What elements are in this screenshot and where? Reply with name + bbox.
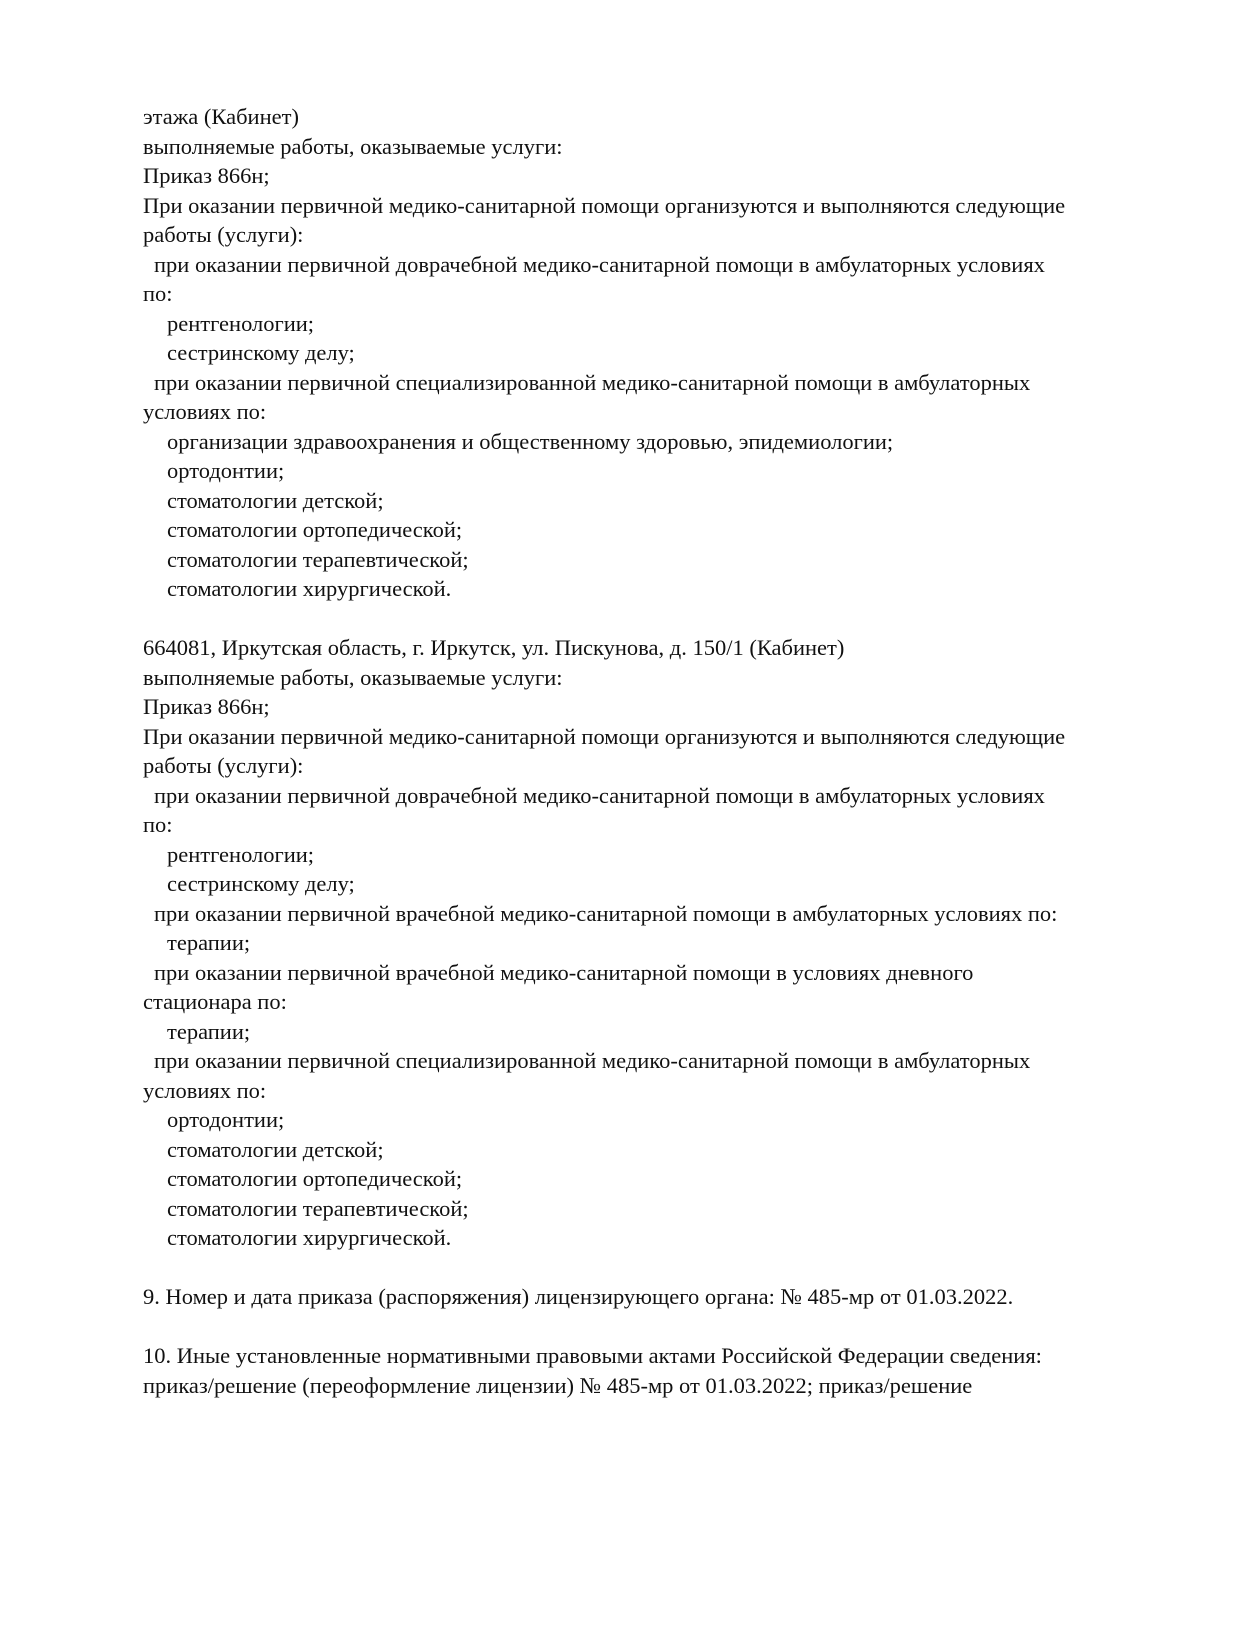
text-line: при оказании первичной доврачебной медико-санитарной помощи в амбулаторных условиях bbox=[154, 251, 1045, 277]
text-line: при оказании первичной специализированной медико-санитарной помощи в амбулаторных bbox=[154, 1048, 1031, 1073]
address-section bbox=[143, 633, 1143, 1253]
text-line: выполняемые работы, оказываемые услуги: bbox=[143, 133, 563, 159]
text-line: по: bbox=[143, 281, 173, 306]
section-continuation bbox=[143, 102, 1143, 604]
text-line: терапии; bbox=[167, 1018, 251, 1044]
text-line: выполняемые работы, оказываемые услуги: bbox=[143, 664, 563, 690]
paragraph-gap bbox=[143, 604, 1143, 634]
text-line: 9. Номер и дата приказа (распоряжения) лицензирующего органа: № 485-мр от 01.03.2022. bbox=[143, 1284, 1014, 1309]
text-line: организации здравоохранения и общественному здоровью, эпидемиологии; bbox=[167, 428, 894, 454]
text-line: При оказании первичной медико-санитарной помощи организуются и выполняются следующие bbox=[143, 192, 1066, 218]
text-line: Приказ 866н; bbox=[143, 694, 270, 719]
text-line: стоматологии хирургической. bbox=[167, 1225, 452, 1250]
paragraph-gap bbox=[143, 1312, 1143, 1342]
other-info-item bbox=[143, 1341, 1143, 1400]
text-line: рентгенологии; bbox=[167, 310, 315, 336]
text-line: стоматологии терапевтической; bbox=[167, 546, 469, 572]
text-line: при оказании первичной доврачебной медико-санитарной помощи в амбулаторных условиях bbox=[154, 782, 1045, 808]
text-line: работы (услуги): bbox=[143, 222, 304, 247]
text-line: сестринскому делу; bbox=[167, 340, 355, 365]
text-line: Приказ 866н; bbox=[143, 163, 270, 188]
text-line: стационара по: bbox=[143, 989, 287, 1014]
text-line: При оказании первичной медико-санитарной помощи организуются и выполняются следующие bbox=[143, 723, 1066, 749]
text-line: условиях по: bbox=[143, 1077, 267, 1103]
text-line: стоматологии детской; bbox=[167, 487, 384, 513]
text-line: при оказании первичной врачебной медико-санитарной помощи в амбулаторных условиях по: bbox=[154, 900, 1058, 926]
text-line: 10. Иные установленные нормативными правовыми актами Российской Федерации сведения: bbox=[143, 1343, 1042, 1368]
text-line: по: bbox=[143, 812, 173, 837]
text-line: при оказании первичной врачебной медико-санитарной помощи в условиях дневного bbox=[154, 959, 974, 985]
text-line: стоматологии терапевтической; bbox=[167, 1195, 469, 1221]
text-line: при оказании первичной специализированной медико-санитарной помощи в амбулаторных bbox=[154, 369, 1031, 395]
text-line: ортодонтии; bbox=[167, 1107, 285, 1132]
text-line: 664081, Иркутская область, г. Иркутск, ул. Пискунова, д. 150/1 (Кабинет) bbox=[143, 635, 845, 660]
paragraph-gap bbox=[143, 1253, 1143, 1283]
text-line: условиях по: bbox=[143, 399, 267, 424]
text-line: работы (услуги): bbox=[143, 753, 304, 778]
text-line: стоматологии хирургической. bbox=[167, 576, 452, 601]
text-line: рентгенологии; bbox=[167, 841, 315, 867]
text-line: стоматологии детской; bbox=[167, 1136, 384, 1162]
license-order-item bbox=[143, 1282, 1143, 1312]
text-line: этажа (Кабинет) bbox=[143, 104, 299, 129]
text-line: ортодонтии; bbox=[167, 458, 285, 483]
text-line: стоматологии ортопедической; bbox=[167, 517, 463, 542]
text-line: стоматологии ортопедической; bbox=[167, 1166, 463, 1191]
text-line: приказ/решение (переоформление лицензии) № 485-мр от 01.03.2022; приказ/решение bbox=[143, 1372, 973, 1398]
document-body bbox=[143, 102, 1143, 1400]
text-line: сестринскому делу; bbox=[167, 871, 355, 896]
text-line: терапии; bbox=[167, 930, 251, 955]
